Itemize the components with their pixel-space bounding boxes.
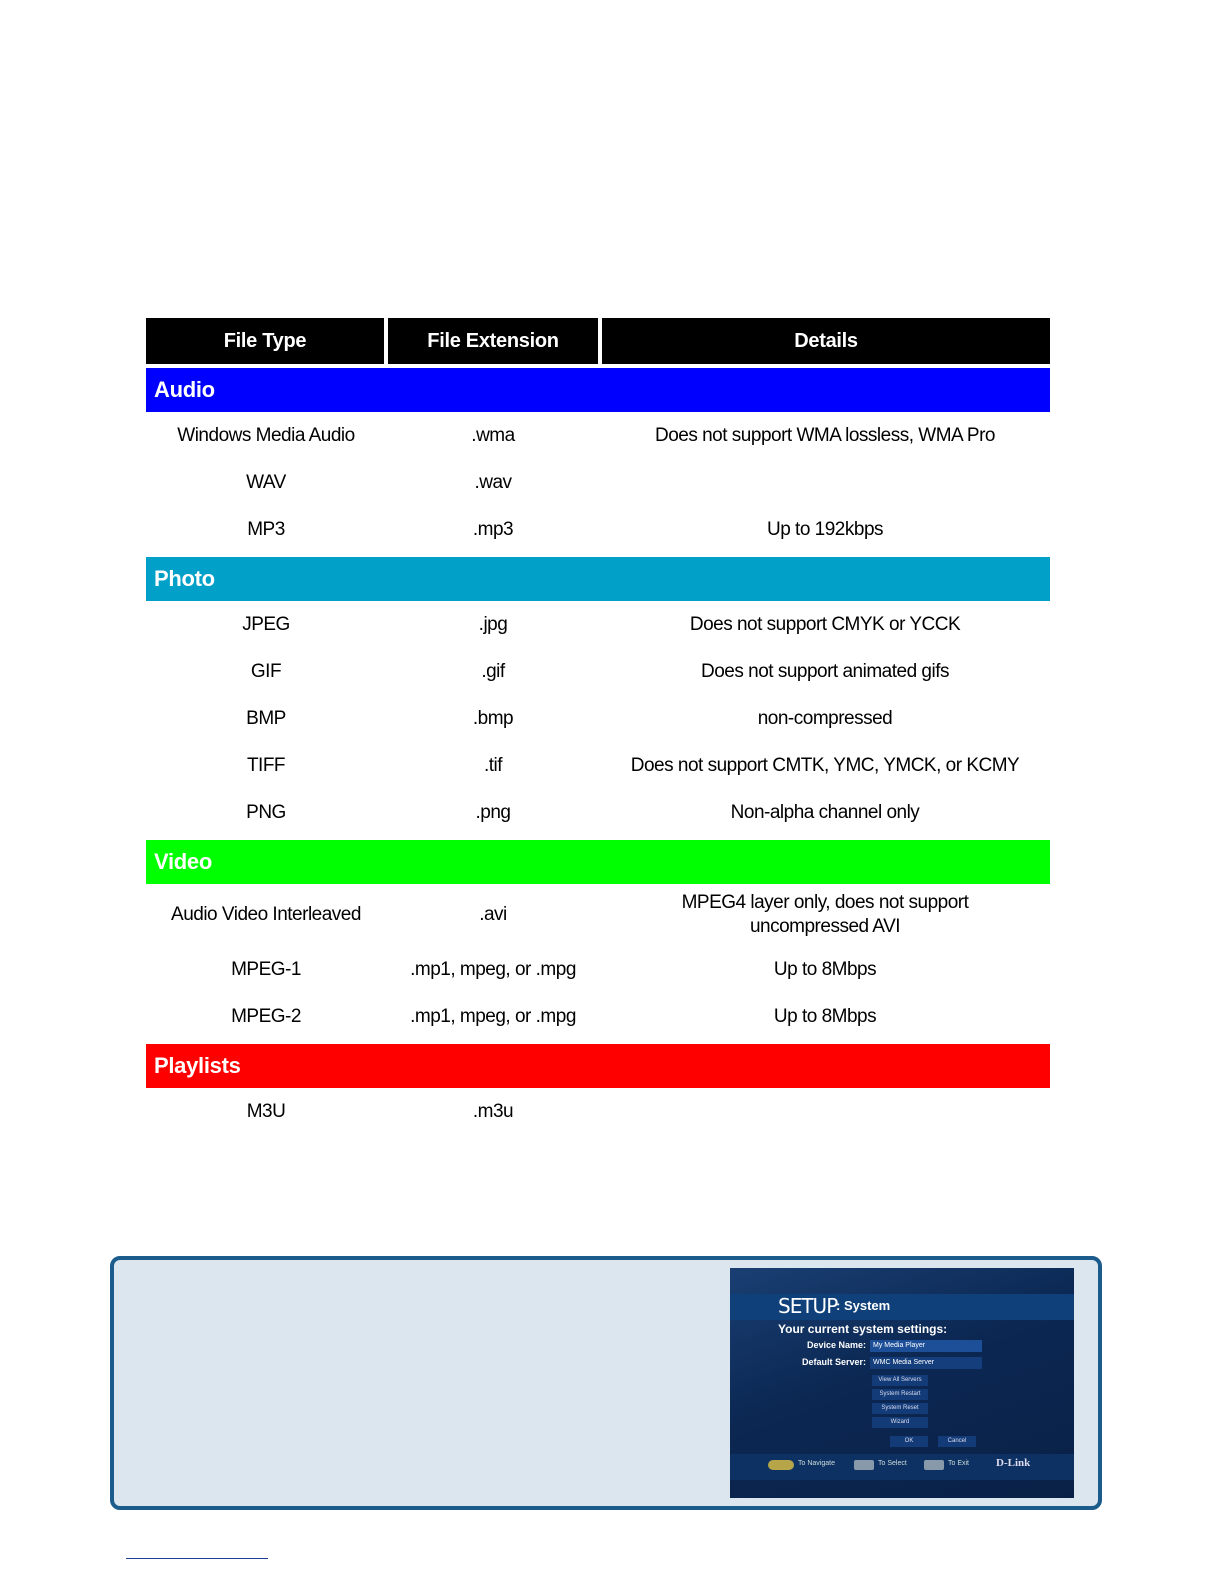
details-cell: Up to 8Mbps <box>773 958 877 980</box>
footer-select: To Select <box>878 1460 907 1467</box>
section-audio <box>146 368 1050 412</box>
screenshot-heading: Your current system settings: <box>778 1322 948 1336</box>
table-row <box>146 695 1050 742</box>
header-file-extension: File Extension <box>386 318 600 364</box>
file-type-cell: MPEG-1 <box>231 958 301 980</box>
file-extension-cell: .wav <box>474 471 512 493</box>
file-type-cell: Audio Video Interleaved <box>171 904 361 925</box>
file-type-cell: JPEG <box>242 613 290 635</box>
file-extension-cell: .m3u <box>472 1100 514 1122</box>
file-extension-cell: .mp1, mpeg, or .mpg <box>410 1005 576 1027</box>
table-row <box>146 601 1050 648</box>
section-title: Playlists <box>146 1044 1050 1088</box>
file-extension-cell: .tif <box>483 754 503 776</box>
file-type-cell: GIF <box>250 660 282 682</box>
table-row <box>146 506 1050 553</box>
file-type-cell: M3U <box>246 1100 286 1122</box>
details-cell: Does not support WMA lossless, WMA Pro <box>654 424 995 446</box>
option-view-all-servers: View All Servers <box>872 1375 928 1386</box>
option-system-restart: System Restart <box>872 1389 928 1400</box>
file-extension-cell: .avi <box>479 904 507 925</box>
table-row <box>146 884 1050 946</box>
table-row <box>146 459 1050 506</box>
default-server-field: WMC Media Server <box>870 1357 982 1369</box>
device-name-field: My Media Player <box>870 1340 982 1352</box>
details-cell: Up to 192kbps <box>766 518 884 540</box>
file-extension-cell: .wma <box>471 424 515 446</box>
section-playlists <box>146 1044 1050 1088</box>
file-extension-cell: .jpg <box>478 613 508 635</box>
file-extension-cell: .bmp <box>472 707 514 729</box>
dlink-logo: D-Link <box>996 1457 1031 1469</box>
footnote-rule <box>126 1558 268 1559</box>
setup-screenshot <box>730 1268 1074 1498</box>
footer-exit: To Exit <box>948 1460 970 1467</box>
table-row <box>146 946 1050 993</box>
enter-key-icon <box>854 1460 874 1470</box>
details-cell: MPEG4 layer only, does not support uncompressed AVI <box>681 892 969 937</box>
details-cell: Does not support CMYK or YCCK <box>689 613 961 635</box>
section-title: Photo <box>146 557 1050 601</box>
file-type-cell: Windows Media Audio <box>177 424 355 446</box>
device-name-label: Device Name: <box>806 1340 866 1350</box>
screenshot-title: SETUP <box>778 1294 838 1318</box>
details-cell: Does not support CMTK, YMC, YMCK, or KCMY <box>630 754 1020 776</box>
file-extension-cell: .mp3 <box>472 518 514 540</box>
table-row <box>146 789 1050 836</box>
file-type-cell: TIFF <box>246 754 286 776</box>
file-type-cell: BMP <box>246 707 286 729</box>
section-photo <box>146 557 1050 601</box>
section-video <box>146 840 1050 884</box>
file-extension-cell: .gif <box>481 660 505 682</box>
option-wizard: Wizard <box>872 1417 928 1428</box>
details-cell <box>600 1088 1050 1135</box>
header-file-type: File Type <box>146 318 386 364</box>
cancel-button: Cancel <box>938 1436 976 1447</box>
ok-button: OK <box>890 1436 928 1447</box>
section-title: Audio <box>146 368 1050 412</box>
section-title: Video <box>146 840 1050 884</box>
file-type-table <box>146 318 1050 1135</box>
file-type-cell: MP3 <box>247 518 285 540</box>
table-body <box>146 364 1050 1135</box>
note-box <box>110 1256 1102 1510</box>
header-details: Details <box>600 318 1050 364</box>
details-cell <box>600 459 1050 506</box>
screenshot-subtitle: : System <box>836 1298 891 1313</box>
details-cell: Non-alpha channel only <box>730 801 920 823</box>
file-extension-cell: .mp1, mpeg, or .mpg <box>410 958 576 980</box>
navigate-key-icon <box>768 1460 794 1470</box>
option-system-reset: System Reset <box>872 1403 928 1414</box>
file-extension-cell: .png <box>475 801 511 823</box>
details-cell: Does not support animated gifs <box>701 660 949 682</box>
file-type-cell: MPEG-2 <box>231 1005 301 1027</box>
details-cell: Up to 8Mbps <box>773 1005 877 1027</box>
setup-key-icon <box>924 1460 944 1470</box>
default-server-label: Default Server: <box>801 1357 866 1367</box>
table-row <box>146 1088 1050 1135</box>
details-cell: non-compressed <box>757 707 893 729</box>
table-row <box>146 742 1050 789</box>
table-row <box>146 993 1050 1040</box>
table-header-row <box>146 318 1050 364</box>
table-row <box>146 412 1050 459</box>
file-type-cell: PNG <box>246 801 286 823</box>
table-row <box>146 648 1050 695</box>
footer-navigate: To Navigate <box>798 1460 835 1467</box>
file-type-cell: WAV <box>246 471 286 493</box>
